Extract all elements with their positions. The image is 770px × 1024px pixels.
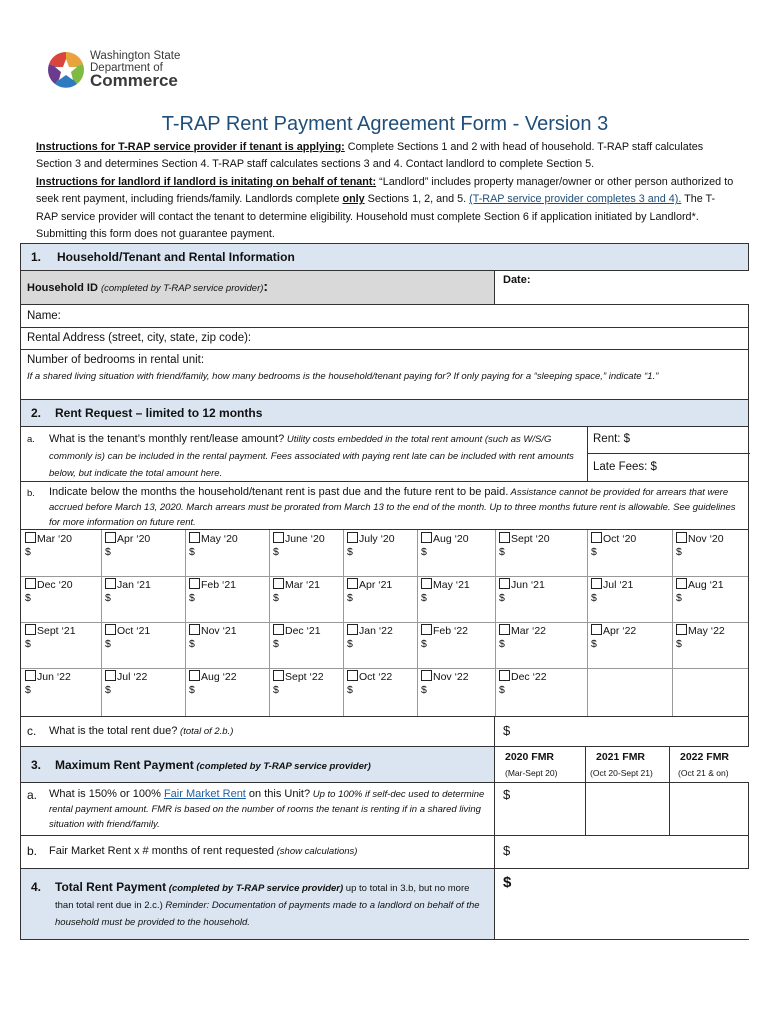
month-amount-dollar[interactable]: $ <box>591 638 597 650</box>
month-label: Nov ‘20 <box>688 533 724 545</box>
month-checkbox[interactable] <box>676 624 687 635</box>
month-checkbox[interactable] <box>499 532 510 543</box>
grid-divider <box>495 530 496 716</box>
month-label: Nov ‘22 <box>433 671 469 683</box>
section2b-text-block <box>49 485 745 530</box>
fmr-2020 <box>495 747 585 782</box>
section1-number: 1. <box>31 250 42 264</box>
month-cell <box>499 578 581 624</box>
section2c-question-block <box>49 725 233 737</box>
section3b-text-block <box>49 845 357 857</box>
month-checkbox[interactable] <box>347 670 358 681</box>
month-cell <box>421 624 503 670</box>
month-label: Dec ‘21 <box>285 625 321 637</box>
month-label: Jul ‘21 <box>603 579 634 591</box>
section3a-post: on this Unit? <box>245 788 311 800</box>
section4-text-block <box>55 879 485 931</box>
month-label: Sept ‘22 <box>285 671 324 683</box>
section3-title-block <box>55 758 371 772</box>
month-amount-dollar[interactable]: $ <box>25 592 31 604</box>
grid-divider <box>672 530 673 716</box>
month-amount-dollar[interactable]: $ <box>105 684 111 696</box>
month-checkbox[interactable] <box>591 624 602 635</box>
month-cell <box>189 578 271 624</box>
household-id-field[interactable] <box>27 278 268 294</box>
month-label: Dec ‘20 <box>37 579 73 591</box>
section2-title: Rent Request – limited to 12 months <box>55 406 263 420</box>
section4-title-note: (completed by T-RAP service provider) <box>166 883 344 894</box>
month-checkbox[interactable] <box>105 624 116 635</box>
month-cell <box>499 624 581 670</box>
logo-line3: Commerce <box>90 71 178 90</box>
fmr-months-dollar: $ <box>503 843 511 858</box>
month-amount-dollar[interactable]: $ <box>347 638 353 650</box>
month-label: Sept ‘20 <box>511 533 550 545</box>
total-payment-field[interactable] <box>494 869 750 939</box>
section4-title: Total Rent Payment <box>55 880 167 894</box>
month-amount-dollar[interactable]: $ <box>676 592 682 604</box>
month-amount-dollar[interactable]: $ <box>347 592 353 604</box>
month-checkbox[interactable] <box>273 670 284 681</box>
month-checkbox[interactable] <box>347 624 358 635</box>
page-title: T-RAP Rent Payment Agreement Form - Version 3 <box>161 113 609 135</box>
month-amount-dollar[interactable]: $ <box>273 638 279 650</box>
month-amount-dollar[interactable]: $ <box>591 592 597 604</box>
section3-header <box>20 746 749 782</box>
month-label: Aug ‘20 <box>433 533 469 545</box>
section2-header <box>20 399 749 426</box>
grid-divider <box>21 668 748 669</box>
grid-divider <box>269 530 270 716</box>
month-checkbox[interactable] <box>421 670 432 681</box>
month-label: Jul ‘22 <box>117 671 148 683</box>
fmr-2022-field[interactable] <box>669 783 751 835</box>
total-rent-dollar: $ <box>503 723 511 738</box>
fmr-amounts <box>494 783 750 835</box>
month-checkbox[interactable] <box>499 670 510 681</box>
section2a-note: Utility costs embedded in the total rent amount (such as W/S/G commonly is) can be included in the rental payment. Fees associated with paying rent late can be included with rent amounts below, but indicate the total amount here. <box>49 434 574 479</box>
month-checkbox[interactable] <box>189 578 200 589</box>
month-label: Jan ‘21 <box>117 579 151 591</box>
section2a-letter: a. <box>27 434 35 445</box>
month-checkbox[interactable] <box>105 532 116 543</box>
month-cell <box>676 624 758 670</box>
household-id-row <box>20 270 749 304</box>
month-label: Feb ‘22 <box>433 625 469 637</box>
month-label: Mar ‘20 <box>37 533 73 545</box>
star-icon <box>46 50 86 90</box>
month-amount-dollar[interactable]: $ <box>189 684 195 696</box>
month-label: Jan ‘22 <box>359 625 393 637</box>
fmr-2022 <box>669 747 751 782</box>
grid-divider <box>587 530 588 716</box>
section3a-row <box>20 782 749 835</box>
name-row[interactable] <box>20 304 749 327</box>
instr-tenant-text: Complete Sections 1 and 2 with head of household. T-RAP staff calculates Section 3 and determines Section 4. T-RAP staff calculates sections 3 and 4. Contact landlord to complete Section 5. <box>36 141 704 171</box>
household-id-label: Household ID <box>27 282 98 294</box>
section3-title-note: (completed by T-RAP service provider) <box>193 761 371 772</box>
grid-divider <box>21 622 748 623</box>
month-checkbox[interactable] <box>347 532 358 543</box>
month-label: Jun ‘21 <box>511 579 545 591</box>
section3a-text-block <box>49 787 495 832</box>
section2b-text: Indicate below the months the household/tenant rent is past due and the future rent to be paid. <box>49 486 509 498</box>
instructions <box>36 139 736 243</box>
section3b-letter: b. <box>27 844 38 858</box>
month-cell <box>591 578 673 624</box>
month-cell <box>105 578 187 624</box>
month-label: June ‘20 <box>285 533 325 545</box>
date-label: Date: <box>503 274 531 286</box>
section3-title: Maximum Rent Payment <box>55 758 194 772</box>
month-checkbox[interactable] <box>105 670 116 681</box>
month-amount-dollar[interactable]: $ <box>25 638 31 650</box>
fmr-headers <box>494 747 750 782</box>
month-cell <box>591 624 673 670</box>
month-label: Dec ‘22 <box>511 671 547 683</box>
fair-market-rent-link[interactable]: Fair Market Rent <box>163 788 246 800</box>
bedrooms-note: If a shared living situation with friend/family, how many bedrooms is the household/tenant paying for? If only paying for a “sleeping space,” indicate “1.” <box>27 371 659 382</box>
section4-text: up to total in 3.b, but no more than total rent due in 2.c.) <box>55 883 470 911</box>
section2b-letter: b. <box>27 488 35 499</box>
month-checkbox[interactable] <box>189 624 200 635</box>
month-amount-dollar[interactable]: $ <box>189 638 195 650</box>
month-label: Oct ‘22 <box>359 671 393 683</box>
commerce-logo <box>46 48 196 92</box>
address-row[interactable] <box>20 327 749 349</box>
name-label: Name: <box>27 310 61 322</box>
fmr-2020-field[interactable] <box>495 783 585 835</box>
month-amount-dollar[interactable]: $ <box>421 684 427 696</box>
section2c-row <box>20 716 749 746</box>
month-label: Mar ‘21 <box>285 579 321 591</box>
grid-divider <box>185 530 186 716</box>
month-amount-dollar[interactable]: $ <box>591 546 597 558</box>
late-fees-label: Late Fees: $ <box>593 461 657 473</box>
instr-landlord-text: “Landlord” includes property manager/owner or other person authorized to seek rent payment, including friends/family. Landlords complete <box>36 175 734 206</box>
month-label: Oct ‘20 <box>603 533 637 545</box>
month-cell <box>25 532 107 578</box>
logo-line1: Washington State <box>90 50 181 62</box>
section2a-question-block <box>49 431 581 482</box>
month-amount-dollar[interactable]: $ <box>273 684 279 696</box>
month-label: Apr ‘22 <box>603 625 637 637</box>
month-cell <box>591 532 673 578</box>
month-checkbox[interactable] <box>421 578 432 589</box>
month-label: Nov ‘21 <box>201 625 237 637</box>
month-cell <box>105 670 187 716</box>
month-cell <box>676 532 758 578</box>
month-label: May ‘20 <box>201 533 238 545</box>
section2b-note: Assistance cannot be provided for arrears that were accrued before March 13, 2020. March arrears must be prorated from March 13 to the end of the month. Up to three months future rent is allowable. See guidelines for more information on future rent. <box>49 487 736 528</box>
month-checkbox[interactable] <box>421 532 432 543</box>
section3b-note: (show calculations) <box>274 846 358 857</box>
month-label: Mar ‘22 <box>511 625 547 637</box>
month-checkbox[interactable] <box>421 624 432 635</box>
fmr-2022-range: (Oct 21 & on) <box>678 768 729 778</box>
section2c-note: (total of 2.b.) <box>177 726 234 737</box>
month-checkbox[interactable] <box>676 532 687 543</box>
month-checkbox[interactable] <box>189 532 200 543</box>
month-label: Sept ‘21 <box>37 625 76 637</box>
rent-field[interactable] <box>588 427 750 454</box>
month-checkbox[interactable] <box>676 578 687 589</box>
fmr-2021-field[interactable] <box>585 783 669 835</box>
month-label: Aug ‘22 <box>201 671 237 683</box>
bedrooms-label: Number of bedrooms in rental unit: <box>27 354 205 366</box>
month-checkbox[interactable] <box>499 578 510 589</box>
month-amount-dollar[interactable]: $ <box>273 546 279 558</box>
section3b-text: Fair Market Rent x # months of rent requested <box>49 845 274 857</box>
month-cell <box>189 670 271 716</box>
month-cell <box>499 670 581 716</box>
grid-divider <box>417 530 418 716</box>
rent-label: Rent: $ <box>593 433 631 445</box>
date-field[interactable] <box>494 271 750 304</box>
month-amount-dollar[interactable]: $ <box>189 546 195 558</box>
section2b-row <box>20 481 749 529</box>
month-checkbox[interactable] <box>499 624 510 635</box>
month-checkbox[interactable] <box>273 624 284 635</box>
month-cell <box>499 532 581 578</box>
address-label: Rental Address (street, city, state, zip code): <box>27 332 252 344</box>
month-amount-dollar[interactable]: $ <box>421 592 427 604</box>
instr-tenant-label: Instructions for T-RAP service provider if tenant is applying: <box>36 141 345 153</box>
month-checkbox[interactable] <box>347 578 358 589</box>
household-id-note: (completed by T-RAP service provider) <box>100 283 264 294</box>
section3b-row <box>20 835 749 868</box>
section4-number: 4. <box>31 880 42 894</box>
section2c-question: What is the total rent due? <box>49 725 178 737</box>
section2-number: 2. <box>31 406 42 420</box>
month-checkbox[interactable] <box>273 578 284 589</box>
total-payment-dollar: $ <box>503 874 512 891</box>
fmr-2021 <box>585 747 669 782</box>
section3a-letter: a. <box>27 788 38 802</box>
fmr-2020-label: 2020 FMR <box>505 751 555 763</box>
month-checkbox[interactable] <box>25 670 36 681</box>
month-cell <box>25 670 107 716</box>
grid-divider <box>343 530 344 716</box>
month-label: Apr ‘21 <box>359 579 393 591</box>
month-checkbox[interactable] <box>25 532 36 543</box>
fmr-months-field[interactable] <box>494 836 750 868</box>
month-amount-dollar[interactable]: $ <box>499 592 505 604</box>
section3-number: 3. <box>31 758 42 772</box>
instr-provider-text: The T-RAP service provider will contact the tenant to determine eligibility. Household must complete Section 6 if application initiated by Landlord*. Submitting this form does not guarantee payment. <box>36 193 716 241</box>
month-checkbox[interactable] <box>25 624 36 635</box>
bedrooms-row[interactable] <box>20 349 749 399</box>
month-checkbox[interactable] <box>591 532 602 543</box>
section2a-row <box>20 426 749 481</box>
month-checkbox[interactable] <box>189 670 200 681</box>
month-cell <box>421 578 503 624</box>
month-amount-dollar[interactable]: $ <box>499 546 505 558</box>
month-amount-dollar[interactable]: $ <box>105 592 111 604</box>
instr-landlord-blue: (T-RAP service provider completes 3 and 4). <box>469 193 682 206</box>
month-amount-dollar[interactable]: $ <box>421 638 427 650</box>
logo-line2: Department of <box>90 62 163 74</box>
month-amount-dollar[interactable]: $ <box>347 684 353 696</box>
total-rent-field[interactable] <box>494 717 750 746</box>
month-amount-dollar[interactable]: $ <box>25 684 31 696</box>
month-label: Aug ‘21 <box>688 579 724 591</box>
fmr-2020-dollar: $ <box>503 787 511 802</box>
household-id-colon: : <box>263 278 269 294</box>
month-amount-dollar[interactable]: $ <box>105 546 111 558</box>
month-label: Jun ‘22 <box>37 671 71 683</box>
rent-amount-cell <box>587 427 750 481</box>
month-amount-dollar[interactable]: $ <box>499 684 505 696</box>
month-cell <box>189 624 271 670</box>
month-label: May ‘21 <box>433 579 470 591</box>
instr-landlord-label: Instructions for landlord if landlord is initating on behalf of tenant: <box>36 175 377 188</box>
late-fees-field[interactable] <box>588 454 750 481</box>
fmr-2022-label: 2022 FMR <box>680 751 730 763</box>
instr-landlord-only: only <box>342 193 365 206</box>
month-cell <box>676 578 758 624</box>
section2a-question: What is the tenant’s monthly rent/lease amount? <box>49 433 285 445</box>
month-amount-dollar[interactable]: $ <box>676 638 682 650</box>
month-label: Oct ‘21 <box>117 625 151 637</box>
grid-divider <box>21 576 748 577</box>
section4-note: Reminder: Documentation of payments made to a landlord on behalf of the household must be provided to the household. <box>55 900 480 928</box>
section1-title: Household/Tenant and Rental Information <box>57 250 295 264</box>
instr-landlord-sections: Sections 1, 2, and 5. <box>364 193 470 206</box>
month-amount-dollar[interactable]: $ <box>189 592 195 604</box>
grid-divider <box>101 530 102 716</box>
month-label: July ‘20 <box>359 533 395 545</box>
month-cell <box>189 532 271 578</box>
month-cell <box>105 532 187 578</box>
fmr-2021-range: (Oct 20-Sept 21) <box>590 768 653 778</box>
month-amount-dollar[interactable]: $ <box>421 546 427 558</box>
month-checkbox[interactable] <box>273 532 284 543</box>
month-label: May ‘22 <box>688 625 725 637</box>
month-amount-dollar[interactable]: $ <box>499 638 505 650</box>
month-cell <box>421 532 503 578</box>
month-checkbox[interactable] <box>105 578 116 589</box>
month-amount-dollar[interactable]: $ <box>347 546 353 558</box>
fmr-2021-label: 2021 FMR <box>596 751 646 763</box>
month-grid <box>20 529 749 716</box>
month-label: Apr ‘20 <box>117 533 151 545</box>
month-amount-dollar[interactable]: $ <box>105 638 111 650</box>
month-checkbox[interactable] <box>25 578 36 589</box>
month-amount-dollar[interactable]: $ <box>25 546 31 558</box>
month-cell <box>421 670 503 716</box>
month-checkbox[interactable] <box>591 578 602 589</box>
section2c-letter: c. <box>27 724 37 738</box>
section3a-note: Up to 100% if self-dec used to determine rental payment amount. FMR is based on the number of rooms the tenant is renting if in a shared living situation with friend/family. <box>49 789 485 830</box>
month-cell <box>105 624 187 670</box>
section1-header <box>20 243 749 270</box>
month-label: Feb ‘21 <box>201 579 237 591</box>
month-amount-dollar[interactable]: $ <box>676 546 682 558</box>
fmr-2020-range: (Mar-Sept 20) <box>505 768 558 778</box>
month-amount-dollar[interactable]: $ <box>273 592 279 604</box>
month-cell <box>25 624 107 670</box>
section4-row <box>20 868 749 940</box>
month-cell <box>25 578 107 624</box>
section3a-pre: What is 150% or 100% <box>49 788 164 800</box>
